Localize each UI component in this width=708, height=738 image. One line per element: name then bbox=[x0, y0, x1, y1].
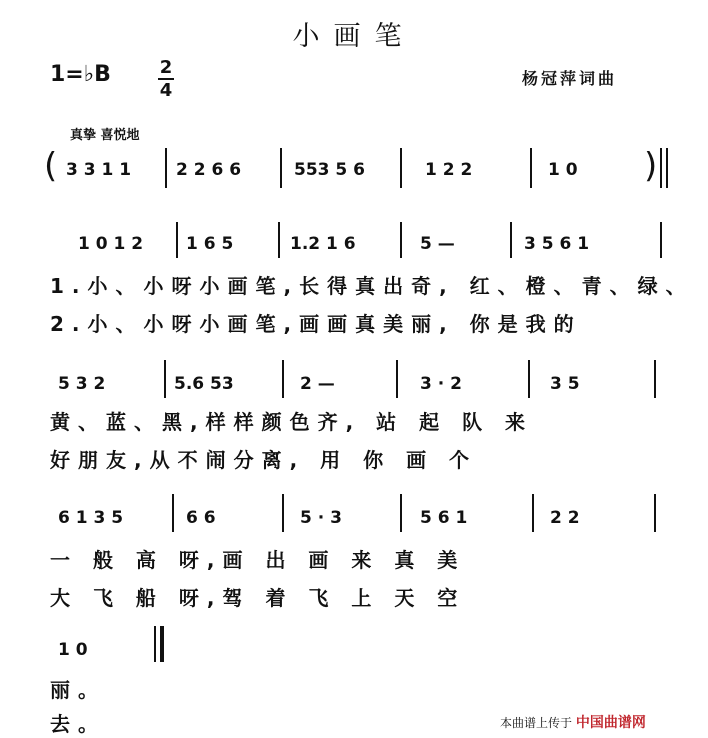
intro-measure-4: 1 2 2 bbox=[425, 160, 473, 180]
lyric-line-2: 大 飞 船 呀,驾 着 飞 上 天 空 bbox=[50, 586, 466, 610]
measure: 5 3 2 bbox=[58, 374, 106, 394]
time-signature bbox=[158, 58, 174, 100]
barline bbox=[282, 360, 284, 398]
measure: 5 · 3 bbox=[300, 508, 342, 528]
barline bbox=[280, 148, 282, 188]
barline bbox=[654, 360, 656, 398]
measure: 1.2 1 6 bbox=[290, 234, 356, 254]
meter-top: 2 bbox=[159, 57, 173, 78]
final-barline bbox=[160, 626, 164, 662]
barline bbox=[510, 222, 512, 258]
measure: 6 6 bbox=[186, 508, 216, 528]
barline bbox=[400, 222, 402, 258]
measure: 6 1 3 5 bbox=[58, 508, 124, 528]
barline bbox=[528, 360, 530, 398]
barline bbox=[532, 494, 534, 532]
barline bbox=[154, 626, 156, 662]
lyric-line-2: 好朋友,从不闹分离, 用 你 画 个 bbox=[50, 448, 478, 472]
intro-measure-2: 2 2 6 6 bbox=[176, 160, 242, 180]
measure: 3 5 bbox=[550, 374, 580, 394]
barline bbox=[400, 148, 402, 188]
credit: 杨冠萍词曲 bbox=[522, 69, 618, 88]
measure: 1 6 5 bbox=[186, 234, 234, 254]
barline bbox=[176, 222, 178, 258]
measure: 5.6 53 bbox=[174, 374, 234, 394]
barline bbox=[278, 222, 280, 258]
barline bbox=[165, 148, 167, 188]
measure: 5 — bbox=[420, 234, 455, 254]
measure: 1 0 1 2 bbox=[78, 234, 144, 254]
tempo-marking: 真挚 喜悦地 bbox=[70, 128, 140, 143]
measure: 1 0 bbox=[58, 640, 88, 660]
barline bbox=[666, 148, 668, 188]
intro-measure-5: 1 0 bbox=[548, 160, 578, 180]
lyric-line-2: 去。 bbox=[50, 712, 106, 736]
barline bbox=[530, 148, 532, 188]
lyric-line-1: 1.小、小呀小画笔,长得真出奇, 红、橙、青、绿、 bbox=[50, 274, 694, 298]
measure: 3 5 6 1 bbox=[524, 234, 590, 254]
lyric-line-1: 一 般 高 呀,画 出 画 来 真 美 bbox=[50, 548, 466, 572]
measure: 2 — bbox=[300, 374, 335, 394]
measure: 3 · 2 bbox=[420, 374, 462, 394]
site-brand-logo[interactable]: 中国曲谱网 bbox=[575, 715, 646, 731]
barline bbox=[282, 494, 284, 532]
lyric-line-1: 黄、蓝、黑,样样颜色齐, 站 起 队 来 bbox=[50, 410, 534, 434]
meter-bottom: 4 bbox=[159, 80, 173, 101]
barline bbox=[660, 222, 662, 258]
barline bbox=[396, 360, 398, 398]
song-title: 小画笔 bbox=[292, 21, 416, 52]
lyric-line-1: 丽。 bbox=[50, 678, 106, 702]
barline bbox=[400, 494, 402, 532]
barline bbox=[164, 360, 166, 398]
barline bbox=[654, 494, 656, 532]
intro-measure-1: 3 3 1 1 bbox=[66, 160, 132, 180]
barline bbox=[172, 494, 174, 532]
barline bbox=[660, 148, 662, 188]
intro-measure-3: 553 5 6 bbox=[294, 160, 365, 180]
measure: 5 6 1 bbox=[420, 508, 468, 528]
upload-text: 本曲谱上传于 bbox=[500, 716, 573, 730]
measure: 2 2 bbox=[550, 508, 580, 528]
footer bbox=[500, 712, 646, 732]
lyric-line-2: 2.小、小呀小画笔,画画真美丽, 你是我的 bbox=[50, 312, 582, 336]
key-signature: 1=♭B bbox=[50, 62, 111, 87]
left-paren-glyph: ( bbox=[44, 146, 58, 186]
right-paren-glyph: ) bbox=[644, 146, 658, 186]
